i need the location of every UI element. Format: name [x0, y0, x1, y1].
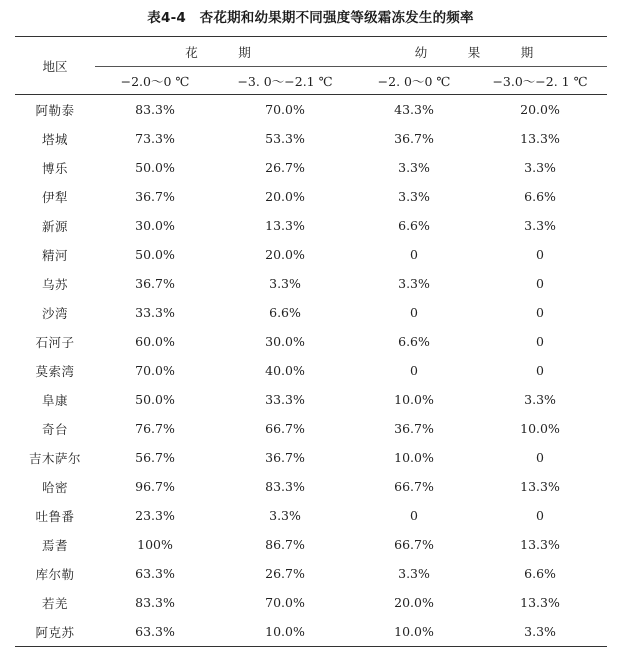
table-row	[15, 298, 607, 327]
frequency-cell: 3.3%	[524, 392, 556, 407]
frequency-cell: 36.7%	[265, 450, 305, 465]
table-row	[15, 240, 607, 269]
frequency-cell: 83.3%	[265, 479, 305, 494]
frequency-cell: 13.3%	[520, 537, 560, 552]
region-cell: 奇台	[41, 421, 68, 437]
table-row	[15, 182, 607, 211]
frequency-cell: 63.3%	[95, 617, 215, 647]
frequency-cell: 56.7%	[135, 450, 175, 465]
frequency-cell: 100%	[137, 537, 173, 552]
frequency-cell: 0	[536, 363, 544, 378]
frequency-cell: 0	[536, 305, 544, 320]
table-row	[15, 269, 607, 298]
region-cell: 伊犁	[41, 189, 68, 205]
table-row	[15, 153, 607, 182]
table-row	[15, 124, 607, 153]
frequency-cell: 36.7%	[394, 131, 434, 146]
frequency-cell: 13.3%	[520, 479, 560, 494]
region-cell: 库尔勒	[35, 566, 75, 582]
frequency-cell: 20.0%	[394, 595, 434, 610]
frequency-cell: 20.0%	[265, 247, 305, 262]
frequency-cell: 20.0%	[520, 102, 560, 117]
table-row	[15, 211, 607, 240]
frequency-cell: 66.7%	[394, 537, 434, 552]
frequency-cell: 0	[536, 276, 544, 291]
frequency-cell: 6.6%	[398, 334, 430, 349]
frequency-cell: 20.0%	[265, 189, 305, 204]
region-cell: 焉耆	[41, 537, 68, 553]
table-row	[15, 356, 607, 385]
region-cell: 阿克苏	[15, 617, 95, 647]
frequency-cell: 63.3%	[135, 566, 175, 581]
frequency-cell: 0	[536, 334, 544, 349]
frequency-cell: 40.0%	[265, 363, 305, 378]
frequency-cell: 13.3%	[520, 595, 560, 610]
frequency-cell: 36.7%	[135, 276, 175, 291]
region-cell: 若羌	[41, 595, 68, 611]
frequency-cell: 43.3%	[394, 102, 434, 117]
header-fruit-moderate-frost: −3.0～−2. 1 ℃	[473, 67, 607, 95]
frequency-cell: 70.0%	[135, 363, 175, 378]
table-caption: 表4-4 杏花期和幼果期不同强度等级霜冻发生的频率	[147, 10, 474, 26]
frequency-cell: 33.3%	[265, 392, 305, 407]
frequency-cell: 6.6%	[524, 566, 556, 581]
frequency-cell: 30.0%	[265, 334, 305, 349]
frequency-cell: 50.0%	[135, 247, 175, 262]
frequency-cell: 13.3%	[520, 131, 560, 146]
region-cell: 塔城	[41, 131, 68, 147]
frequency-cell: 50.0%	[135, 160, 175, 175]
header-flowering-period: 花 期	[95, 37, 355, 67]
frequency-cell: 0	[410, 508, 418, 523]
frequency-cell: 53.3%	[265, 131, 305, 146]
table-row	[15, 385, 607, 414]
frequency-cell: 70.0%	[265, 595, 305, 610]
frequency-cell: 6.6%	[398, 218, 430, 233]
region-cell: 精河	[41, 247, 68, 263]
frequency-cell: 60.0%	[135, 334, 175, 349]
frequency-cell: 76.7%	[135, 421, 175, 436]
frequency-cell: 96.7%	[135, 479, 175, 494]
table-row	[15, 501, 607, 530]
frequency-cell: 10.0%	[520, 421, 560, 436]
frequency-cell: 0	[536, 450, 544, 465]
region-cell: 新源	[41, 218, 68, 234]
table-row	[15, 414, 607, 443]
region-cell: 阜康	[41, 392, 68, 408]
frequency-cell: 73.3%	[135, 131, 175, 146]
frequency-cell: 3.3%	[269, 276, 301, 291]
frequency-cell: 33.3%	[135, 305, 175, 320]
frequency-cell: 0	[410, 363, 418, 378]
table-row	[15, 472, 607, 501]
region-cell: 莫索湾	[35, 363, 75, 379]
region-cell: 石河子	[35, 334, 75, 350]
header-region: 地区	[15, 37, 95, 95]
table-row	[15, 443, 607, 472]
frequency-cell: 26.7%	[265, 160, 305, 175]
table-row	[15, 95, 607, 125]
region-cell: 吉木萨尔	[28, 450, 81, 466]
table-row	[15, 530, 607, 559]
region-cell: 博乐	[41, 160, 68, 176]
frequency-cell: 3.3%	[524, 218, 556, 233]
header-young-fruit-period: 幼 果 期	[355, 37, 607, 67]
region-cell: 吐鲁番	[35, 508, 75, 524]
region-cell: 乌苏	[41, 276, 68, 292]
frequency-cell: 6.6%	[269, 305, 301, 320]
table-row	[15, 588, 607, 617]
frequency-cell: 3.3%	[398, 160, 430, 175]
frequency-cell: 30.0%	[135, 218, 175, 233]
frequency-cell: 0	[410, 305, 418, 320]
frequency-cell: 66.7%	[265, 421, 305, 436]
frequency-cell: 3.3%	[398, 276, 430, 291]
frequency-cell: 26.7%	[265, 566, 305, 581]
header-flowering-light-frost: −2.0～0 ℃	[95, 67, 215, 95]
frequency-cell: 83.3%	[135, 102, 175, 117]
header-fruit-light-frost: −2. 0～0 ℃	[355, 67, 473, 95]
frequency-cell: 10.0%	[394, 450, 434, 465]
frequency-cell: 70.0%	[265, 102, 305, 117]
frequency-cell: 10.0%	[215, 617, 355, 647]
table-row	[15, 559, 607, 588]
frequency-cell: 0	[536, 247, 544, 262]
frequency-cell: 3.3%	[473, 617, 607, 647]
region-cell: 沙湾	[41, 305, 68, 321]
frequency-cell: 36.7%	[135, 189, 175, 204]
frequency-cell: 0	[410, 247, 418, 262]
frequency-cell: 0	[536, 508, 544, 523]
frequency-cell: 6.6%	[524, 189, 556, 204]
table-header	[15, 37, 607, 95]
frequency-cell: 50.0%	[135, 392, 175, 407]
table-row	[15, 327, 607, 356]
header-flowering-moderate-frost: −3. 0～−2.1 ℃	[215, 67, 355, 95]
frequency-cell: 3.3%	[398, 566, 430, 581]
table-body	[15, 95, 607, 647]
frost-frequency-table	[15, 36, 607, 647]
frequency-cell: 10.0%	[394, 392, 434, 407]
frequency-cell: 23.3%	[135, 508, 175, 523]
frequency-cell: 13.3%	[265, 218, 305, 233]
frequency-cell: 83.3%	[135, 595, 175, 610]
region-cell: 阿勒泰	[35, 102, 75, 118]
region-cell: 哈密	[41, 479, 68, 495]
frequency-cell: 36.7%	[394, 421, 434, 436]
table-row	[15, 617, 607, 647]
frequency-cell: 10.0%	[355, 617, 473, 647]
frequency-cell: 3.3%	[398, 189, 430, 204]
frequency-cell: 3.3%	[524, 160, 556, 175]
frequency-cell: 86.7%	[265, 537, 305, 552]
frequency-cell: 66.7%	[394, 479, 434, 494]
frequency-cell: 3.3%	[269, 508, 301, 523]
